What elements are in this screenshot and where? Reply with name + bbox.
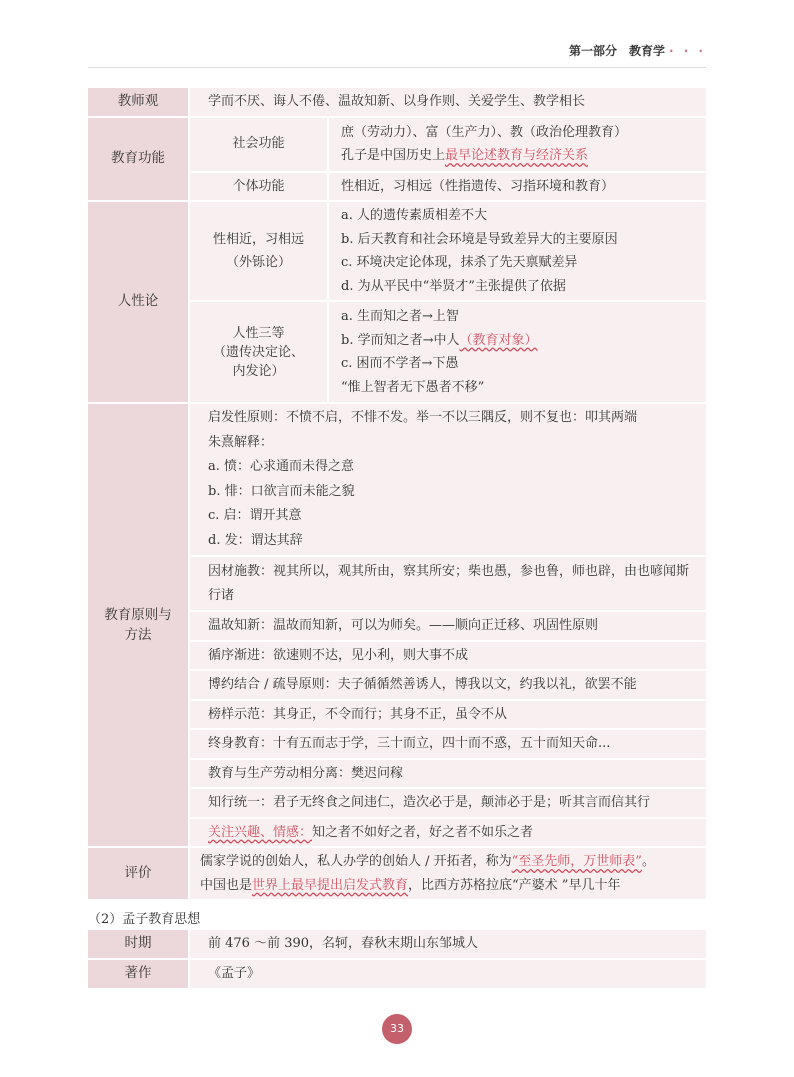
list-item: c. 困而不学者→下愚 [341, 356, 459, 371]
list-item: b. 悱：口欲言而未能之貌 [208, 483, 355, 499]
label-evaluation: 评价 [88, 847, 189, 900]
list-item: c. 启：谓开其意 [208, 508, 302, 523]
three-grades-label-line2: （遗传决定论、 [212, 344, 304, 360]
principles-label-line1: 教育原则与 [104, 607, 172, 623]
page-number: 33 [382, 1014, 412, 1044]
label-teacher-view: 教师观 [88, 88, 189, 117]
evaluation-line1-post: 。 [641, 854, 655, 869]
text-works: 《孟子》 [189, 959, 706, 989]
text-xunxu: 循序渐进：欲速则不达，见小利，则大事不成 [189, 641, 706, 671]
text-yincai: 因材施教：视其所以，观其所由，察其所安；柴也愚，参也鲁，师也辟，由也喭闻斯行诸 [189, 556, 706, 611]
row-period [88, 930, 706, 959]
label-works: 著作 [88, 959, 189, 989]
label-human-nature: 人性论 [88, 201, 189, 403]
confucius-table [88, 88, 706, 901]
label-period: 时期 [88, 930, 189, 959]
label-principles [88, 403, 189, 847]
qifa-line2: 朱熹解释： [208, 434, 274, 450]
header-divider [88, 67, 706, 68]
list-item: d. 发：谓达其辞 [208, 532, 303, 548]
item-b-text: b. 学而知之者→中人 [341, 332, 460, 348]
text-theory-three-grades [328, 301, 706, 403]
text-boyue: 博约结合 / 疏导原则：夫子循循然善诱人，博我以文，约我以礼，欲罢不能 [189, 670, 706, 700]
guanzhu-highlight: 关注兴趣、情感： [208, 824, 313, 840]
row-evaluation [88, 847, 706, 900]
evaluation-line2 [200, 874, 696, 898]
list-item: b. 后天教育和社会环境是导致差异大的主要原因 [341, 231, 618, 247]
text-social-function [328, 117, 706, 172]
social-function-line2 [341, 144, 696, 168]
row-principle-qifa [88, 403, 706, 556]
text-individual-function: 性相近，习相远（性指遗传、习指环境和教育） [328, 172, 706, 202]
row-teacher-view [88, 88, 706, 117]
header-dots: · · · [668, 44, 706, 58]
text-period: 前 476 ～前 390，名轲，春秋末期山东邹城人 [189, 930, 706, 959]
evaluation-line2-pre: 中国也是 [200, 877, 253, 893]
item-b-highlight: （教育对象） [459, 332, 538, 348]
label-theory-waishuo: 性相近，习相远（外铄论） [189, 201, 328, 301]
text-qifa [189, 403, 706, 556]
list-item: a. 人的遗传素质相差不大 [341, 208, 488, 223]
header-title: 第一部分 教育学 [568, 44, 665, 58]
row-social-function [88, 117, 706, 172]
guanzhu-rest: 知之者不如好之者，好之者不如乐之者 [312, 824, 534, 840]
text-zhixing: 知行统一：君子无终食之间违仁，造次必于是，颠沛必于是；听其言而信其行 [189, 788, 706, 818]
evaluation-highlight-1: “至圣先师，万世师表” [511, 854, 642, 869]
principles-label-line2: 方法 [124, 627, 152, 643]
label-theory-three-grades [189, 301, 328, 403]
three-grades-label-line1: 人性三等 [232, 325, 285, 341]
mencius-table [88, 930, 706, 990]
section-title-mencius: （2）孟子教育思想 [88, 912, 201, 927]
row-human-nature-1 [88, 201, 706, 301]
qifa-line1: 启发性原则：不愤不启，不悱不发。举一不以三隅反，则不复也：叩其两端 [208, 410, 638, 425]
text-evaluation [189, 847, 706, 900]
label-individual-function: 个体功能 [189, 172, 328, 202]
social-function-line1: 庶（劳动力）、富（生产力）、教（政治伦理教育） [341, 124, 628, 140]
label-education-function: 教育功能 [88, 117, 189, 202]
list-item [341, 329, 696, 353]
text-zhongshen: 终身教育：十有五而志于学，三十而立，四十而不惑，五十而知天命... [189, 729, 706, 759]
evaluation-line1 [200, 850, 696, 874]
list-item: a. 愤：心求通而未得之意 [208, 459, 355, 474]
text-bangyang: 榜样示范：其身正，不令而行；其身不正，虽令不从 [189, 700, 706, 730]
three-grades-label-line3: 内发论） [232, 363, 285, 379]
evaluation-line1-pre: 儒家学说的创始人，私人办学的创始人 / 开拓者，称为 [200, 854, 512, 869]
text-wengu: 温故知新：温故而知新，可以为师矣。——顺向正迁移、巩固性原则 [189, 611, 706, 641]
text-teacher-view: 学而不厌、诲人不倦、温故知新、以身作则、关爱学生、教学相长 [189, 88, 706, 117]
list-item: a. 生而知之者→上智 [341, 309, 459, 324]
text-shengchan: 教育与生产劳动相分离：樊迟问稼 [189, 759, 706, 789]
evaluation-highlight-2: 世界上最早提出启发式教育 [252, 877, 409, 893]
list-item: d. 为从平民中“举贤才”主张提供了依据 [341, 278, 566, 294]
text-theory-waishuo [328, 201, 706, 301]
social-function-line2-pre: 孔子是中国历史上 [341, 148, 446, 163]
list-item: c. 环境决定论体现，抹杀了先天禀赋差异 [341, 255, 578, 270]
label-social-function: 社会功能 [189, 117, 328, 172]
quote-text: “惟上智者无下愚者不移” [341, 379, 485, 395]
social-function-highlight: 最早论述教育与经济关系 [445, 148, 589, 163]
evaluation-line2-post: ，比西方苏格拉底“产婆术 ”早几十年 [408, 877, 621, 893]
page-header [569, 42, 706, 59]
text-guanzhu [189, 818, 706, 848]
row-works [88, 959, 706, 989]
